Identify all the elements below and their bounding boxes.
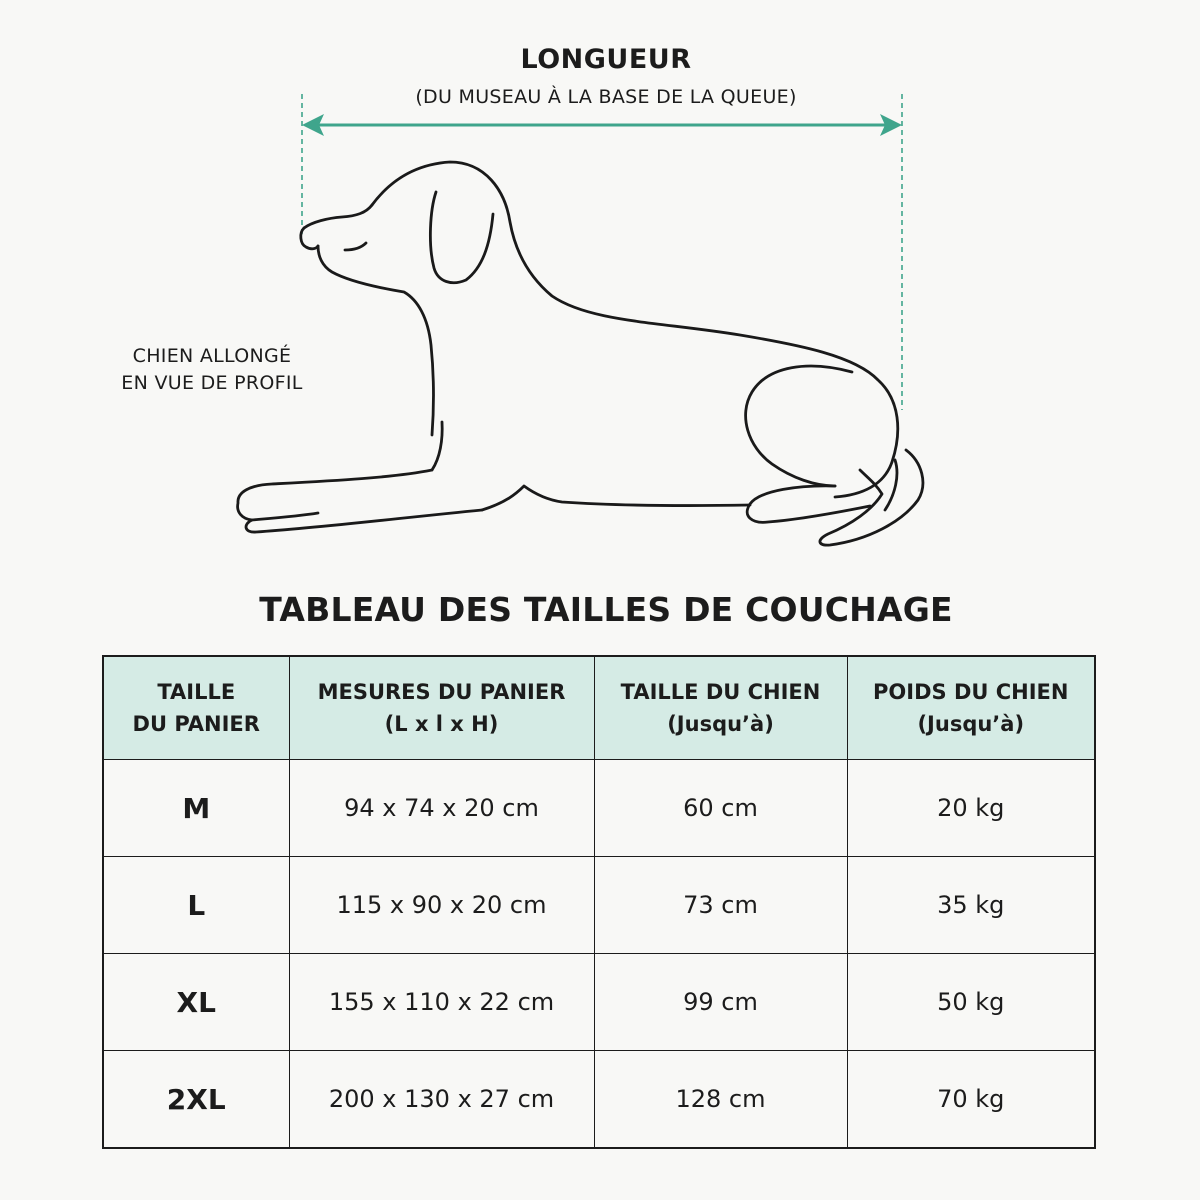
length-title: LONGUEUR bbox=[520, 44, 692, 75]
cell-size: M bbox=[103, 760, 289, 857]
cell-dimensions: 94 x 74 x 20 cm bbox=[289, 760, 594, 857]
cell-dog-weight: 20 kg bbox=[847, 760, 1095, 857]
table-row bbox=[103, 954, 1095, 1051]
illustration-label-line2: EN VUE DE PROFIL bbox=[121, 372, 303, 394]
cell-dog-length: 99 cm bbox=[594, 954, 847, 1051]
cell-size: XL bbox=[103, 954, 289, 1051]
cell-dimensions: 155 x 110 x 22 cm bbox=[289, 954, 594, 1051]
table-row bbox=[103, 760, 1095, 857]
dog-outline bbox=[238, 162, 923, 545]
header-dog-length: TAILLE DU CHIEN (Jusqu’à) bbox=[594, 656, 847, 760]
cell-dog-weight: 35 kg bbox=[847, 857, 1095, 954]
length-subtitle: (DU MUSEAU À LA BASE DE LA QUEUE) bbox=[415, 86, 797, 108]
table-header-row bbox=[103, 656, 1095, 760]
header-bed-size: TAILLE DU PANIER bbox=[103, 656, 289, 760]
header-dog-weight: POIDS DU CHIEN (Jusqu’à) bbox=[847, 656, 1095, 760]
header-bed-dimensions: MESURES DU PANIER (L x l x H) bbox=[289, 656, 594, 760]
cell-size: L bbox=[103, 857, 289, 954]
table-title: TABLEAU DES TAILLES DE COUCHAGE bbox=[259, 590, 953, 629]
cell-dog-length: 73 cm bbox=[594, 857, 847, 954]
illustration-label bbox=[104, 343, 320, 397]
length-double-arrow bbox=[302, 114, 902, 136]
cell-dog-length: 60 cm bbox=[594, 760, 847, 857]
cell-size: 2XL bbox=[103, 1051, 289, 1149]
table-row bbox=[103, 857, 1095, 954]
table-row bbox=[103, 1051, 1095, 1149]
cell-dog-weight: 70 kg bbox=[847, 1051, 1095, 1149]
cell-dog-weight: 50 kg bbox=[847, 954, 1095, 1051]
cell-dimensions: 200 x 130 x 27 cm bbox=[289, 1051, 594, 1149]
illustration-label-line1: CHIEN ALLONGÉ bbox=[132, 345, 292, 367]
size-table bbox=[102, 655, 1096, 1149]
cell-dog-length: 128 cm bbox=[594, 1051, 847, 1149]
cell-dimensions: 115 x 90 x 20 cm bbox=[289, 857, 594, 954]
